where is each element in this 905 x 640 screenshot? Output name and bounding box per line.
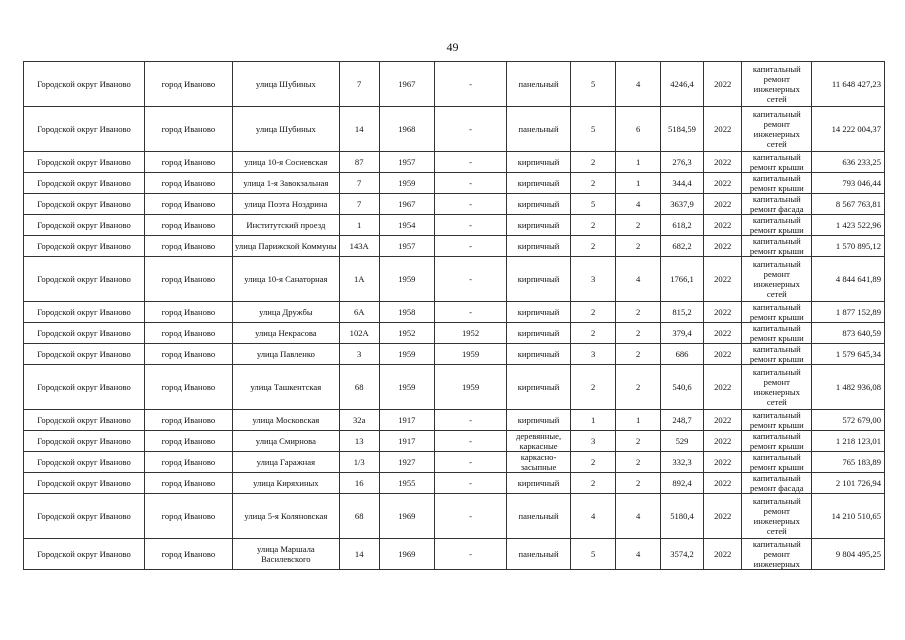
year-built-cell: 1959	[379, 257, 435, 302]
district-cell: Городской округ Иваново	[24, 473, 145, 494]
year-reconstruction-cell: -	[435, 257, 507, 302]
area-cell: 344,4	[661, 173, 704, 194]
entrances-cell: 2	[616, 365, 661, 410]
house-number-cell: 68	[339, 494, 379, 539]
street-cell: улица Шубиных	[232, 107, 339, 152]
work-type-cell: капитальный ремонт инженерных	[742, 539, 812, 570]
table-row	[24, 62, 885, 107]
plan-year-cell: 2022	[703, 236, 742, 257]
area-cell: 892,4	[661, 473, 704, 494]
street-cell: улица Ташкентская	[232, 365, 339, 410]
page-number: 49	[446, 40, 459, 54]
wall-material-cell: кирпичный	[506, 173, 570, 194]
wall-material-cell: панельный	[506, 539, 570, 570]
street-cell: улица Некрасова	[232, 323, 339, 344]
area-cell: 686	[661, 344, 704, 365]
entrances-cell: 4	[616, 494, 661, 539]
district-cell: Городской округ Иваново	[24, 152, 145, 173]
entrances-cell: 4	[616, 194, 661, 215]
table-row	[24, 173, 885, 194]
plan-year-cell: 2022	[703, 539, 742, 570]
floors-cell: 2	[571, 173, 616, 194]
district-cell: Городской округ Иваново	[24, 323, 145, 344]
year-reconstruction-cell: -	[435, 62, 507, 107]
entrances-cell: 4	[616, 539, 661, 570]
city-cell: город Иваново	[145, 473, 233, 494]
entrances-cell: 4	[616, 257, 661, 302]
wall-material-cell: каркасно-засыпные	[506, 452, 570, 473]
cost-cell: 1 482 936,08	[812, 365, 885, 410]
year-built-cell: 1917	[379, 431, 435, 452]
table-row	[24, 257, 885, 302]
cost-cell: 8 567 763,81	[812, 194, 885, 215]
year-built-cell: 1927	[379, 452, 435, 473]
city-cell: город Иваново	[145, 257, 233, 302]
cost-cell: 873 640,59	[812, 323, 885, 344]
table-row	[24, 215, 885, 236]
year-reconstruction-cell: -	[435, 194, 507, 215]
plan-year-cell: 2022	[703, 431, 742, 452]
work-type-cell: капитальный ремонт инженерных сетей	[742, 62, 812, 107]
area-cell: 4246,4	[661, 62, 704, 107]
cost-cell: 14 210 510,65	[812, 494, 885, 539]
floors-cell: 3	[571, 257, 616, 302]
district-cell: Городской округ Иваново	[24, 344, 145, 365]
cost-cell: 1 423 522,96	[812, 215, 885, 236]
work-type-cell: капитальный ремонт крыши	[742, 323, 812, 344]
year-reconstruction-cell: -	[435, 236, 507, 257]
street-cell: улица 1-я Завокзальная	[232, 173, 339, 194]
area-cell: 540,6	[661, 365, 704, 410]
area-cell: 5180,4	[661, 494, 704, 539]
table-row	[24, 365, 885, 410]
street-cell: улица Поэта Ноздрина	[232, 194, 339, 215]
house-number-cell: 7	[339, 194, 379, 215]
district-cell: Городской округ Иваново	[24, 539, 145, 570]
year-built-cell: 1969	[379, 494, 435, 539]
wall-material-cell: кирпичный	[506, 365, 570, 410]
floors-cell: 3	[571, 431, 616, 452]
work-type-cell: капитальный ремонт крыши	[742, 344, 812, 365]
work-type-cell: капитальный ремонт фасада	[742, 473, 812, 494]
area-cell: 1766,1	[661, 257, 704, 302]
work-type-cell: капитальный ремонт крыши	[742, 302, 812, 323]
district-cell: Городской округ Иваново	[24, 62, 145, 107]
plan-year-cell: 2022	[703, 302, 742, 323]
entrances-cell: 2	[616, 215, 661, 236]
year-reconstruction-cell: -	[435, 473, 507, 494]
work-type-cell: капитальный ремонт крыши	[742, 215, 812, 236]
year-reconstruction-cell: -	[435, 494, 507, 539]
table-row	[24, 107, 885, 152]
year-built-cell: 1967	[379, 194, 435, 215]
entrances-cell: 1	[616, 173, 661, 194]
year-reconstruction-cell: 1952	[435, 323, 507, 344]
area-cell: 332,3	[661, 452, 704, 473]
plan-year-cell: 2022	[703, 194, 742, 215]
year-reconstruction-cell: -	[435, 431, 507, 452]
district-cell: Городской округ Иваново	[24, 365, 145, 410]
plan-year-cell: 2022	[703, 323, 742, 344]
plan-year-cell: 2022	[703, 152, 742, 173]
floors-cell: 5	[571, 62, 616, 107]
year-built-cell: 1952	[379, 323, 435, 344]
wall-material-cell: кирпичный	[506, 410, 570, 431]
cost-cell: 1 579 645,34	[812, 344, 885, 365]
district-cell: Городской округ Иваново	[24, 410, 145, 431]
work-type-cell: капитальный ремонт крыши	[742, 236, 812, 257]
area-cell: 248,7	[661, 410, 704, 431]
floors-cell: 2	[571, 365, 616, 410]
entrances-cell: 2	[616, 452, 661, 473]
district-cell: Городской округ Иваново	[24, 236, 145, 257]
entrances-cell: 2	[616, 344, 661, 365]
work-type-cell: капитальный ремонт крыши	[742, 410, 812, 431]
district-cell: Городской округ Иваново	[24, 173, 145, 194]
work-type-cell: капитальный ремонт крыши	[742, 152, 812, 173]
city-cell: город Иваново	[145, 452, 233, 473]
city-cell: город Иваново	[145, 107, 233, 152]
floors-cell: 2	[571, 302, 616, 323]
entrances-cell: 2	[616, 236, 661, 257]
house-number-cell: 6А	[339, 302, 379, 323]
plan-year-cell: 2022	[703, 494, 742, 539]
plan-year-cell: 2022	[703, 173, 742, 194]
floors-cell: 3	[571, 344, 616, 365]
floors-cell: 2	[571, 473, 616, 494]
street-cell: улица Московская	[232, 410, 339, 431]
table-row	[24, 410, 885, 431]
street-cell: улица Гаражная	[232, 452, 339, 473]
year-reconstruction-cell: -	[435, 173, 507, 194]
wall-material-cell: кирпичный	[506, 257, 570, 302]
plan-year-cell: 2022	[703, 344, 742, 365]
work-type-cell: капитальный ремонт инженерных сетей	[742, 494, 812, 539]
table-row	[24, 236, 885, 257]
city-cell: город Иваново	[145, 410, 233, 431]
table-row	[24, 539, 885, 570]
area-cell: 276,3	[661, 152, 704, 173]
year-reconstruction-cell: 1959	[435, 365, 507, 410]
entrances-cell: 2	[616, 323, 661, 344]
entrances-cell: 2	[616, 473, 661, 494]
house-number-cell: 13	[339, 431, 379, 452]
house-number-cell: 32а	[339, 410, 379, 431]
district-cell: Городской округ Иваново	[24, 302, 145, 323]
floors-cell: 5	[571, 539, 616, 570]
year-built-cell: 1969	[379, 539, 435, 570]
floors-cell: 1	[571, 410, 616, 431]
table-row	[24, 494, 885, 539]
entrances-cell: 6	[616, 107, 661, 152]
wall-material-cell: кирпичный	[506, 302, 570, 323]
year-built-cell: 1954	[379, 215, 435, 236]
city-cell: город Иваново	[145, 494, 233, 539]
street-cell: улица 5-я Коляновская	[232, 494, 339, 539]
house-number-cell: 16	[339, 473, 379, 494]
cost-cell: 11 648 427,23	[812, 62, 885, 107]
plan-year-cell: 2022	[703, 452, 742, 473]
entrances-cell: 4	[616, 62, 661, 107]
cost-cell: 793 046,44	[812, 173, 885, 194]
year-built-cell: 1917	[379, 410, 435, 431]
house-number-cell: 1/3	[339, 452, 379, 473]
table-body	[24, 62, 885, 570]
city-cell: город Иваново	[145, 365, 233, 410]
floors-cell: 2	[571, 323, 616, 344]
cost-cell: 765 183,89	[812, 452, 885, 473]
floors-cell: 2	[571, 452, 616, 473]
year-built-cell: 1955	[379, 473, 435, 494]
year-reconstruction-cell: -	[435, 215, 507, 236]
house-number-cell: 1	[339, 215, 379, 236]
house-number-cell: 143А	[339, 236, 379, 257]
city-cell: город Иваново	[145, 323, 233, 344]
street-cell: Институтский проезд	[232, 215, 339, 236]
year-built-cell: 1958	[379, 302, 435, 323]
cost-cell: 2 101 726,94	[812, 473, 885, 494]
street-cell: улица Шубиных	[232, 62, 339, 107]
wall-material-cell: панельный	[506, 494, 570, 539]
plan-year-cell: 2022	[703, 410, 742, 431]
house-number-cell: 14	[339, 539, 379, 570]
cost-cell: 14 222 004,37	[812, 107, 885, 152]
house-number-cell: 68	[339, 365, 379, 410]
city-cell: город Иваново	[145, 173, 233, 194]
year-reconstruction-cell: -	[435, 539, 507, 570]
city-cell: город Иваново	[145, 539, 233, 570]
city-cell: город Иваново	[145, 431, 233, 452]
city-cell: город Иваново	[145, 152, 233, 173]
area-cell: 3574,2	[661, 539, 704, 570]
house-number-cell: 102А	[339, 323, 379, 344]
floors-cell: 4	[571, 494, 616, 539]
year-built-cell: 1967	[379, 62, 435, 107]
area-cell: 618,2	[661, 215, 704, 236]
street-cell: улица Маршала Василевского	[232, 539, 339, 570]
house-number-cell: 1А	[339, 257, 379, 302]
floors-cell: 5	[571, 107, 616, 152]
district-cell: Городской округ Иваново	[24, 194, 145, 215]
plan-year-cell: 2022	[703, 473, 742, 494]
area-cell: 5184,59	[661, 107, 704, 152]
entrances-cell: 1	[616, 152, 661, 173]
district-cell: Городской округ Иваново	[24, 494, 145, 539]
street-cell: улица Киряхиных	[232, 473, 339, 494]
wall-material-cell: панельный	[506, 62, 570, 107]
wall-material-cell: кирпичный	[506, 194, 570, 215]
city-cell: город Иваново	[145, 344, 233, 365]
street-cell: улица Смирнова	[232, 431, 339, 452]
cost-cell: 1 218 123,01	[812, 431, 885, 452]
street-cell: улица 10-я Сосневская	[232, 152, 339, 173]
year-reconstruction-cell: -	[435, 302, 507, 323]
year-built-cell: 1959	[379, 344, 435, 365]
plan-year-cell: 2022	[703, 365, 742, 410]
year-reconstruction-cell: -	[435, 107, 507, 152]
wall-material-cell: кирпичный	[506, 344, 570, 365]
year-built-cell: 1957	[379, 152, 435, 173]
work-type-cell: капитальный ремонт инженерных сетей	[742, 257, 812, 302]
table-row	[24, 473, 885, 494]
city-cell: город Иваново	[145, 236, 233, 257]
cost-cell: 9 804 495,25	[812, 539, 885, 570]
year-reconstruction-cell: 1959	[435, 344, 507, 365]
house-number-cell: 7	[339, 173, 379, 194]
floors-cell: 2	[571, 215, 616, 236]
street-cell: улица 10-я Санаторная	[232, 257, 339, 302]
house-number-cell: 3	[339, 344, 379, 365]
house-number-cell: 87	[339, 152, 379, 173]
wall-material-cell: кирпичный	[506, 323, 570, 344]
year-reconstruction-cell: -	[435, 452, 507, 473]
street-cell: улица Дружбы	[232, 302, 339, 323]
wall-material-cell: панельный	[506, 107, 570, 152]
plan-year-cell: 2022	[703, 215, 742, 236]
cost-cell: 572 679,00	[812, 410, 885, 431]
area-cell: 379,4	[661, 323, 704, 344]
street-cell: улица Парижской Коммуны	[232, 236, 339, 257]
table-row	[24, 302, 885, 323]
year-built-cell: 1959	[379, 173, 435, 194]
house-number-cell: 7	[339, 62, 379, 107]
plan-year-cell: 2022	[703, 107, 742, 152]
district-cell: Городской округ Иваново	[24, 452, 145, 473]
work-type-cell: капитальный ремонт крыши	[742, 431, 812, 452]
table-row	[24, 194, 885, 215]
city-cell: город Иваново	[145, 62, 233, 107]
plan-year-cell: 2022	[703, 257, 742, 302]
entrances-cell: 2	[616, 431, 661, 452]
house-number-cell: 14	[339, 107, 379, 152]
year-reconstruction-cell: -	[435, 410, 507, 431]
year-built-cell: 1968	[379, 107, 435, 152]
district-cell: Городской округ Иваново	[24, 431, 145, 452]
city-cell: город Иваново	[145, 215, 233, 236]
cost-cell: 636 233,25	[812, 152, 885, 173]
district-cell: Городской округ Иваново	[24, 107, 145, 152]
year-reconstruction-cell: -	[435, 152, 507, 173]
area-cell: 682,2	[661, 236, 704, 257]
cost-cell: 1 570 895,12	[812, 236, 885, 257]
work-type-cell: капитальный ремонт крыши	[742, 173, 812, 194]
table-row	[24, 323, 885, 344]
entrances-cell: 2	[616, 302, 661, 323]
year-built-cell: 1957	[379, 236, 435, 257]
table-row	[24, 452, 885, 473]
area-cell: 815,2	[661, 302, 704, 323]
wall-material-cell: кирпичный	[506, 236, 570, 257]
work-type-cell: капитальный ремонт фасада	[742, 194, 812, 215]
table-row	[24, 152, 885, 173]
district-cell: Городской округ Иваново	[24, 215, 145, 236]
table-row	[24, 344, 885, 365]
street-cell: улица Павленко	[232, 344, 339, 365]
wall-material-cell: деревянные, каркасные	[506, 431, 570, 452]
area-cell: 3637,9	[661, 194, 704, 215]
cost-cell: 4 844 641,89	[812, 257, 885, 302]
entrances-cell: 1	[616, 410, 661, 431]
area-cell: 529	[661, 431, 704, 452]
cost-cell: 1 877 152,89	[812, 302, 885, 323]
city-cell: город Иваново	[145, 194, 233, 215]
repair-program-table	[23, 61, 885, 570]
table-row	[24, 431, 885, 452]
district-cell: Городской округ Иваново	[24, 257, 145, 302]
city-cell: город Иваново	[145, 302, 233, 323]
wall-material-cell: кирпичный	[506, 473, 570, 494]
year-built-cell: 1959	[379, 365, 435, 410]
floors-cell: 5	[571, 194, 616, 215]
floors-cell: 2	[571, 152, 616, 173]
plan-year-cell: 2022	[703, 62, 742, 107]
wall-material-cell: кирпичный	[506, 215, 570, 236]
work-type-cell: капитальный ремонт инженерных сетей	[742, 365, 812, 410]
work-type-cell: капитальный ремонт крыши	[742, 452, 812, 473]
floors-cell: 2	[571, 236, 616, 257]
work-type-cell: капитальный ремонт инженерных сетей	[742, 107, 812, 152]
wall-material-cell: кирпичный	[506, 152, 570, 173]
